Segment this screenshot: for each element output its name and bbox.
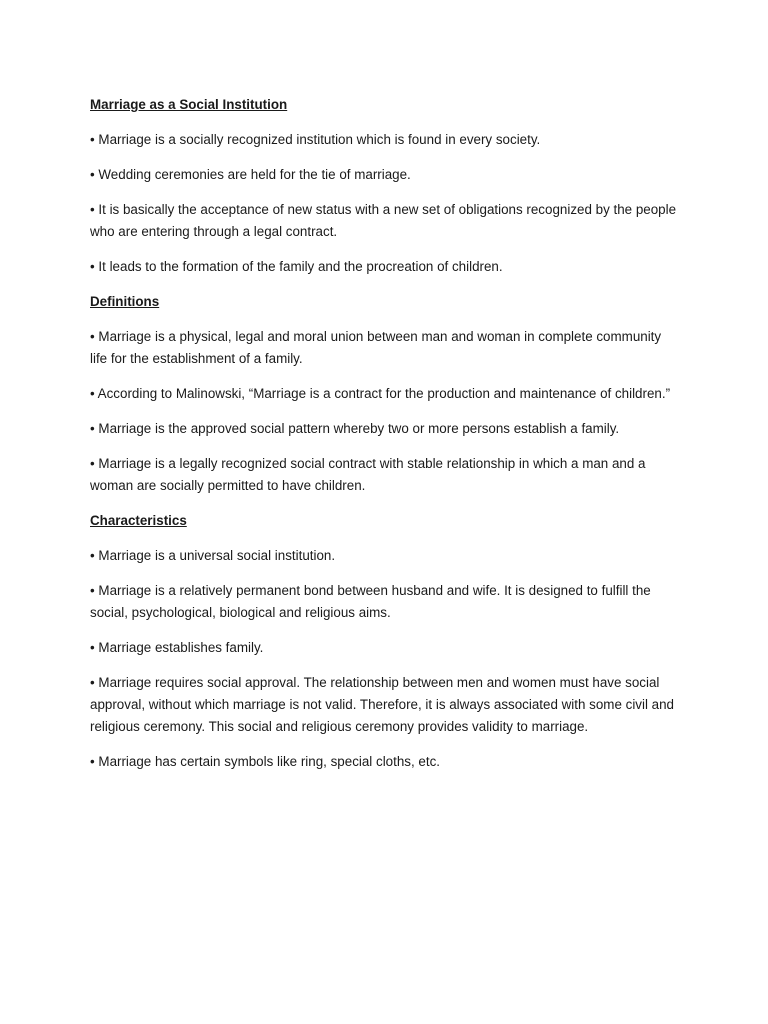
bullet-paragraph: • Marriage is a physical, legal and moral union between man and woman in complete community life for the establishment of a family. [90,329,662,366]
section-heading: Marriage as a Social Institution [90,97,288,112]
bullet-paragraph: • Marriage is a legally recognized social contract with stable relationship in which a man and a woman are socially permitted to have children. [90,456,646,493]
section-characteristics [90,510,678,773]
section-definitions [90,291,678,497]
bullet-paragraph: • Marriage is a socially recognized institution which is found in every society. [90,132,541,147]
bullet-paragraph: • According to Malinowski, “Marriage is a contract for the production and maintenance of children.” [90,386,671,401]
section-heading: Definitions [90,294,160,309]
bullet-paragraph: • Marriage has certain symbols like ring, special cloths, etc. [90,754,441,769]
bullet-paragraph: • Marriage is the approved social pattern whereby two or more persons establish a family. [90,421,620,436]
bullet-paragraph: • Marriage requires social approval. The relationship between men and women must have social approval, without which marriage is not valid. Therefore, it is always associated with some civil and religious ceremony. This social and religious ceremony provides validity to marriage. [90,675,674,734]
section-heading: Characteristics [90,513,187,528]
bullet-paragraph: • Wedding ceremonies are held for the tie of marriage. [90,167,411,182]
bullet-paragraph: • It leads to the formation of the family and the procreation of children. [90,259,503,274]
bullet-paragraph: • Marriage is a universal social institution. [90,548,336,563]
bullet-paragraph: • Marriage establishes family. [90,640,264,655]
bullet-paragraph: • Marriage is a relatively permanent bond between husband and wife. It is designed to fulfill the social, psychological, biological and religious aims. [90,583,651,620]
bullet-paragraph: • It is basically the acceptance of new status with a new set of obligations recognized by the people who are entering through a legal contract. [90,202,677,239]
section-social-institution [90,94,678,278]
